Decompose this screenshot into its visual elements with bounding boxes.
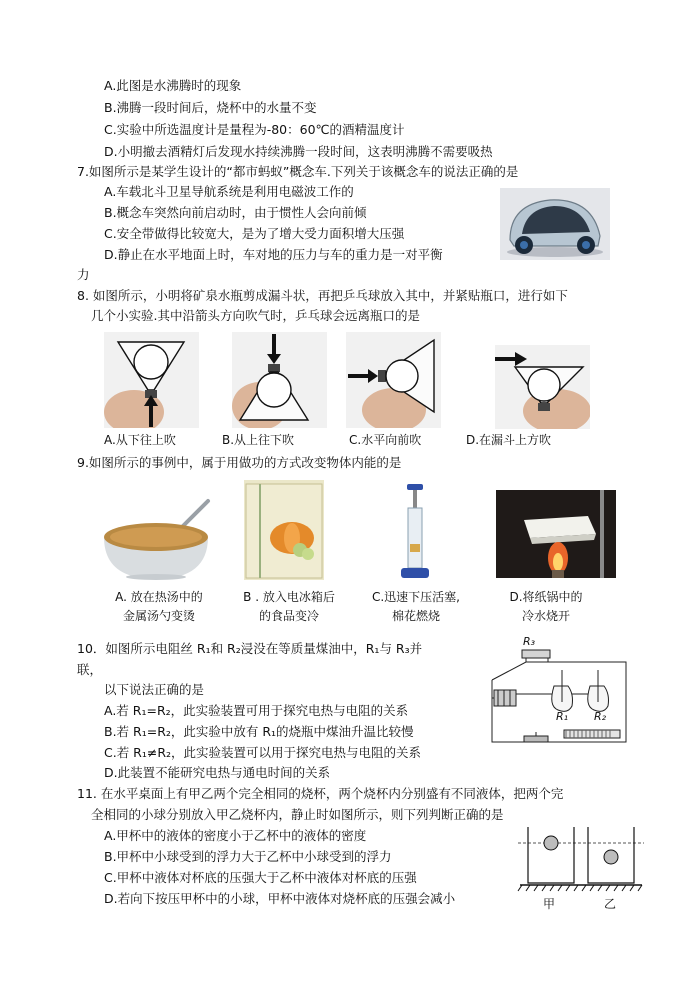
label-jia: 甲 xyxy=(543,897,556,911)
q10-circuit-diagram xyxy=(486,632,636,752)
label-r2: R₂ xyxy=(594,710,607,723)
q10-option-d: D.此装置不能研究电热与通电时间的关系 xyxy=(104,765,331,780)
q11-option-d: D.若向下按压甲杯中的小球，甲杯中液体对烧杯底的压强会减小 xyxy=(104,891,456,906)
label-r1: R₁ xyxy=(556,710,569,723)
q8-figure-a-blow-up xyxy=(104,332,199,428)
q9-stem: 9.如图所示的事例中，属于用做功的方式改变物体内能的是 xyxy=(77,455,402,470)
q7-option-b: B.概念车突然向前启动时，由于惯性人会向前倾 xyxy=(104,205,367,220)
q7-option-d-continued: 力 xyxy=(77,267,90,282)
refrigerator-photo xyxy=(244,480,324,580)
q8-caption-c: C.水平向前吹 xyxy=(349,433,422,447)
q8-caption-b: B.从上往下吹 xyxy=(222,433,295,447)
q10-option-b: B.若 R₁=R₂，此实验中放有 R₁的烧瓶中煤油升温比较慢 xyxy=(104,724,414,739)
q7-option-c: C.安全带做得比较宽大，是为了增大受力面积增大压强 xyxy=(104,226,405,241)
q9-caption-a-line1: A. 放在热汤中的 xyxy=(115,590,203,604)
q9-caption-c-line1: C.迅速下压活塞, xyxy=(371,590,460,604)
q6-option-c: C.实验中所选温度计是量程为-80：60℃的酒精温度计 xyxy=(104,122,405,137)
label-r3: R₃ xyxy=(523,635,536,648)
q7-option-a: A.车载北斗卫星导航系统是利用电磁波工作的 xyxy=(104,184,354,199)
q6-option-a: A.此图是水沸腾时的现象 xyxy=(104,78,242,93)
q9-caption-b-line1: B . 放入电冰箱后 xyxy=(243,590,335,604)
q6-option-b: B.沸腾一段时间后，烧杯中的水量不变 xyxy=(104,100,317,115)
q10-option-a: A.若 R₁=R₂，此实验装置可用于探究电热与电阻的关系 xyxy=(104,703,409,718)
q10-stem-line2: 联， xyxy=(77,662,103,677)
q8-figure-d-blow-above xyxy=(495,345,590,429)
q11-stem-line1: 11. 在水平桌面上有甲乙两个完全相同的烧杯，两个烧杯内分别盛有不同液体，把两个完 xyxy=(77,786,564,801)
q7-stem: 7.如图所示是某学生设计的“都市蚂蚁”概念车.下列关于该概念车的说法正确的是 xyxy=(77,164,519,179)
q11-option-b: B.甲杯中小球受到的浮力大于乙杯中小球受到的浮力 xyxy=(104,849,392,864)
q11-stem-line2: 全相同的小球分别放入甲乙烧杯内，静止时如图所示，则下列判断正确的是 xyxy=(91,807,504,822)
q8-caption-d: D.在漏斗上方吹 xyxy=(466,433,552,447)
label-yi: 乙 xyxy=(604,897,617,911)
q8-stem-line1: 8. 如图所示，小明将矿泉水瓶剪成漏斗状，再把乒乓球放入其中，并紧贴瓶口，进行如下 xyxy=(77,288,568,303)
q9-caption-d xyxy=(490,588,602,626)
q10-option-c: C.若 R₁≠R₂，此实验装置可以用于探究电热与电阻的关系 xyxy=(104,745,422,760)
q7-option-d: D.静止在水平地面上时，车对地的压力与车的重力是一对平衡 xyxy=(104,247,443,262)
q9-caption-c xyxy=(356,588,476,626)
concept-car-photo xyxy=(500,188,610,260)
q8-figure-b-blow-down xyxy=(232,332,327,428)
fire-syringe-photo xyxy=(395,484,435,584)
q9-caption-b-line2: 的食品变冷 xyxy=(258,609,319,623)
q9-caption-d-line1: D.将纸锅中的 xyxy=(509,590,583,604)
q11-option-a: A.甲杯中的液体的密度小于乙杯中的液体的密度 xyxy=(104,828,367,843)
q11-beakers-diagram xyxy=(516,825,646,895)
paper-pot-boiling-photo xyxy=(496,490,616,578)
q6-option-d: D.小明撤去酒精灯后发现水持续沸腾一段时间，这表明沸腾不需要吸热 xyxy=(104,144,493,159)
q9-caption-b xyxy=(226,588,352,626)
q8-figure-c-blow-horizontal xyxy=(346,332,441,428)
q8-caption-a: A.从下往上吹 xyxy=(104,433,176,447)
q10-stem-line1: 10．如图所示电阻丝 R₁和 R₂浸没在等质量煤油中，R₁与 R₃并 xyxy=(77,641,423,656)
q9-caption-d-line2: 冷水烧开 xyxy=(521,609,570,623)
q9-caption-c-line2: 棉花燃烧 xyxy=(391,609,440,623)
hot-soup-bowl-photo xyxy=(100,497,215,582)
q9-caption-a xyxy=(98,588,220,626)
q8-stem-line2: 几个小实验.其中沿箭头方向吹气时，乒乓球会远离瓶口的是 xyxy=(91,308,420,323)
q11-option-c: C.甲杯中液体对杯底的压强大于乙杯中液体对杯底的压强 xyxy=(104,870,417,885)
q9-caption-a-line2: 金属汤勺变烫 xyxy=(122,609,195,623)
q10-lead: 以下说法正确的是 xyxy=(104,682,205,697)
